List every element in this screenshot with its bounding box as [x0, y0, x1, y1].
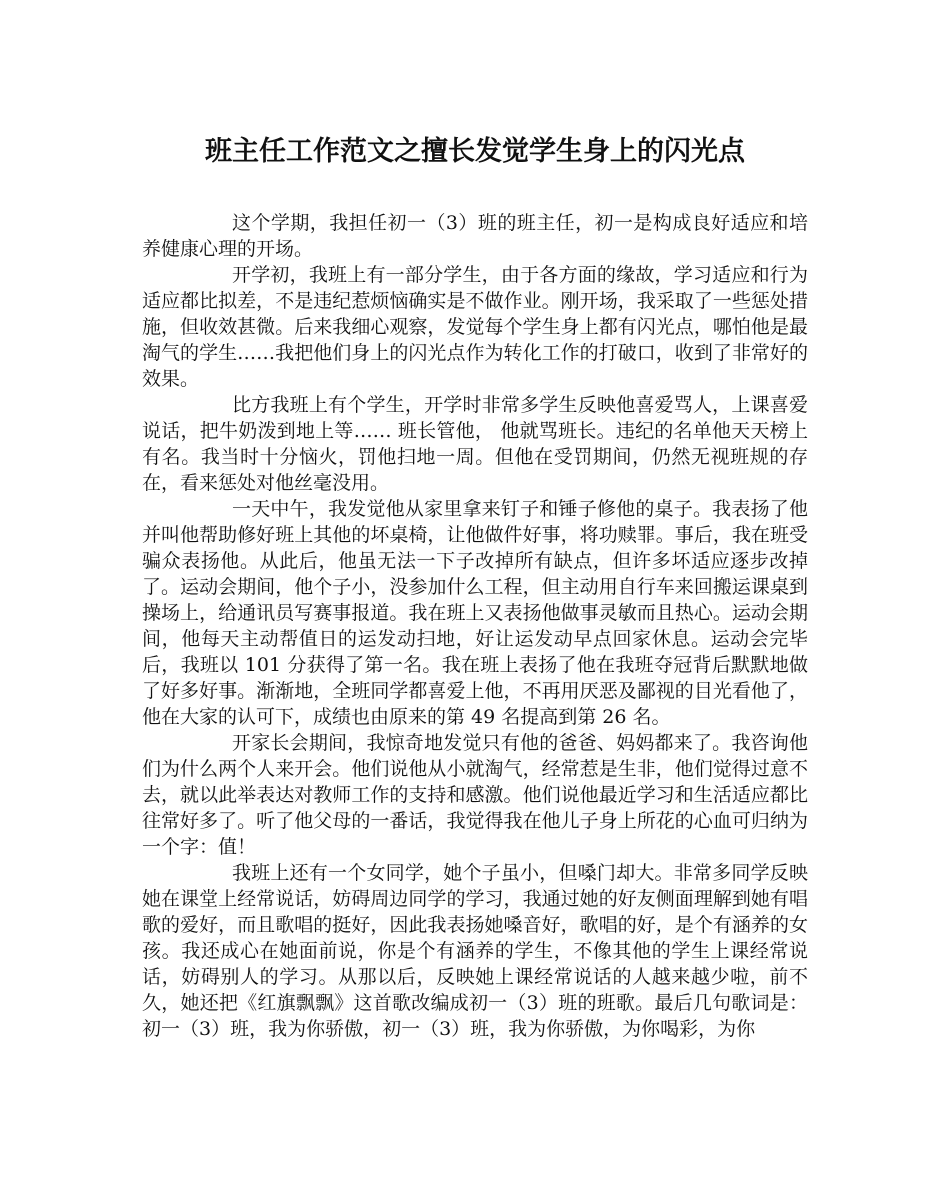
- document-body: [142, 210, 808, 1042]
- paragraph-6: 我班上还有一个女同学，她个子虽小，但嗓门却大。非常多同学反映她在课堂上经常说话，妨碍周边同学的学习，我通过她的好友侧面理解到她有唱歌的爱好，而且歌唱的挺好，因此我表扬她嗓音好，歌唱的好，是个有涵养的女孩。我还成心在她面前说，你是个有涵养的学生，不像其他的学生上课经常说话，妨碍别人的学习。从那以后，反映她上课经常说话的人越来越少啦，前不久，她还把《红旗飘飘》这首歌改编成初一（3）班的班歌。最后几句歌词是：初一（3）班，我为你骄傲，初一（3）班，我为你骄傲，为你喝彩，为你: [142, 862, 808, 1040]
- paragraph-5: 开家长会期间，我惊奇地发觉只有他的爸爸、妈妈都来了。我咨询他们为什么两个人来开会。他们说他从小就淘气，经常惹是生非，他们觉得过意不去，就以此举表达对教师工作的支持和感激。他们说他最近学习和生活适应都比往常好多了。听了他父母的一番话，我觉得我在他儿子身上所花的心血可归纳为一个字：值！: [142, 732, 808, 858]
- paragraph-1: 这个学期，我担任初一（3）班的班主任，初一是构成良好适应和培养健康心理的开场。: [142, 212, 808, 260]
- paragraph-2: 开学初，我班上有一部分学生，由于各方面的缘故，学习适应和行为适应都比拟差，不是违纪惹烦恼确实是不做作业。刚开场，我采取了一些惩处措施，但收效甚微。后来我细心观察，发觉每个学生身上都有闪光点，哪怕他是最淘气的学生……我把他们身上的闪光点作为转化工作的打破口，收到了非常好的效果。: [142, 264, 808, 390]
- document-title: 班主任工作范文之擅长发觉学生身上的闪光点: [205, 136, 745, 167]
- paragraph-3: 比方我班上有个学生，开学时非常多学生反映他喜爱骂人，上课喜爱说话，把牛奶泼到地上等…… 班长管他， 他就骂班长。违纪的名单他天天榜上有名。我当时十分恼火，罚他扫地一周。但他在受罚期间，仍然无视班规的存在，看来惩处对他丝毫没用。: [142, 394, 808, 494]
- paragraph-4: 一天中午，我发觉他从家里拿来钉子和锤子修他的桌子。我表扬了他并叫他帮助修好班上其他的坏桌椅，让他做件好事，将功赎罪。事后，我在班受骗众表扬他。从此后，他虽无法一下子改掉所有缺点，但许多坏适应逐步改掉了。运动会期间，他个子小，没参加什么工程，但主动用自行车来回搬运课桌到操场上，给通讯员写赛事报道。我在班上又表扬他做事灵敏而且热心。运动会期间，他每天主动帮值日的运发动扫地，好让运发动早点回家休息。运动会完毕后，我班以 101 分获得了第一名。我在班上表扬了他在我班夺冠背后默默地做了好多好事。渐渐地，全班同学都喜爱上他，不再用厌恶及鄙视的目光看他了，他在大家的认可下，成绩也由原来的第 49 名提高到第 26 名。: [142, 498, 808, 728]
